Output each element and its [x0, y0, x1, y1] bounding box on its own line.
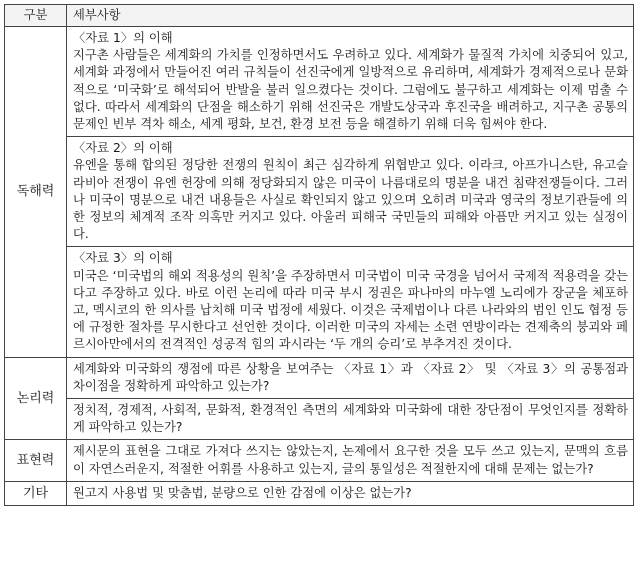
logic-item-1 [67, 357, 634, 398]
category-other: 기타 [5, 481, 67, 505]
header-details: 세부사항 [67, 5, 634, 27]
item-text: 제시문의 표현을 그대로 가져다 쓰지는 않았는지, 논제에서 요구한 것을 모두 쓰고 있는지, 문맥의 흐름이 자연스러운지, 적절한 어휘를 사용하고 있는지, 글의 통일성은 적절한지에 대해 문제는 없는가? [73, 444, 628, 476]
header-category: 구분 [5, 5, 67, 27]
item-title: 〈자료 3〉의 이해 [73, 251, 173, 266]
reading-item-1 [67, 27, 634, 137]
table-row [5, 399, 634, 440]
evaluation-table [4, 4, 634, 506]
table-row [5, 481, 634, 505]
item-title: 〈자료 1〉의 이해 [73, 31, 173, 45]
category-expression: 표현력 [5, 440, 67, 481]
item-text: 세계화와 미국화의 쟁점에 따른 상황을 보여주는 〈자료 1〉과 〈자료 2〉 및 〈자료 3〉의 공통점과 차이점을 정확하게 파악하고 있는가? [73, 361, 628, 393]
item-text: 유엔을 통해 합의된 정당한 전쟁의 원칙이 최근 심각하게 위협받고 있다. 이라크, 아프가니스탄, 유고슬라비아 전쟁이 유엔 헌장에 의해 정당화되지 않은 미국이 나름대로의 명분을 내건 침략전쟁들이다. 그러나 미국이 명분으로 내건 내용들은 사실로 확인되지 않고 있으며 오히려 미국과 영국의 정보기관들에 의한 정보의 체계적 조작 의혹만 커지고 있다. 아울러 피해국 국민들의 피해와 아픔만 커지고 있는 실정이다. [73, 158, 628, 242]
item-text: 정치적, 경제적, 사회적, 문화적, 환경적인 측면의 세계화와 미국화에 대한 장단점이 무엇인지를 정확하게 파악하고 있는가? [73, 403, 628, 435]
table-row [5, 357, 634, 398]
item-text: 원고지 사용법 및 맞춤법, 분량으로 인한 감점에 이상은 없는가? [73, 485, 412, 500]
item-title: 〈자료 2〉의 이해 [73, 141, 173, 156]
table-row [5, 137, 634, 247]
table-row [5, 440, 634, 481]
reading-item-2 [67, 137, 634, 247]
logic-item-2 [67, 399, 634, 440]
expression-item [67, 440, 634, 481]
other-item [67, 481, 634, 505]
category-reading: 독해력 [5, 27, 67, 358]
category-logic: 논리력 [5, 357, 67, 440]
item-text: 지구촌 사람들은 세계화의 가치를 인정하면서도 우려하고 있다. 세계화가 물질적 가치에 치중되어 있고, 세계화 과정에서 만들어진 여러 규칙들이 선진국에게 일방적으로 유리하며, 세계화가 경제적으로나 문화적으로 ‘미국화’로 해석되어 반발을 불러 일으켰다는 것이다. 그럼에도 불구하고 세계화는 이제 멈출 수 없다. 따라서 세계화의 단점을 해소하기 위해 선진국은 개발도상국과 후진국을 배려하고, 지구촌 공통의 문제인 빈부 격차 해소, 세계 평화, 보건, 환경 보전 등을 해결하기 위해 더욱 힘써야 한다. [73, 48, 628, 132]
table-row [5, 27, 634, 137]
table-row [5, 247, 634, 357]
table-header-row [5, 5, 634, 27]
reading-item-3 [67, 247, 634, 357]
item-text: 미국은 ‘미국법의 해외 적용성의 원칙’을 주장하면서 미국법이 미국 국경을 넘어서 국제적 적용력을 갖는다고 주장하고 있다. 바로 이런 논리에 따라 미국 부시 정권은 파나마의 마누엘 노리에가 장군을 체포하고, 멕시코의 한 의사를 납치해 미국 법정에 세웠다. 이것은 국제법이나 다른 나라와의 범인 인도 협정 등에 규정한 절차를 무시한다고 선언한 것이다. 이러한 미국의 자세는 소련 연방이라는 견제축의 붕괴와 페르시아만에서의 전격적인 성공적 힘의 과시라는 ‘두 개의 승리’로 부추겨진 것이다. [73, 268, 628, 352]
